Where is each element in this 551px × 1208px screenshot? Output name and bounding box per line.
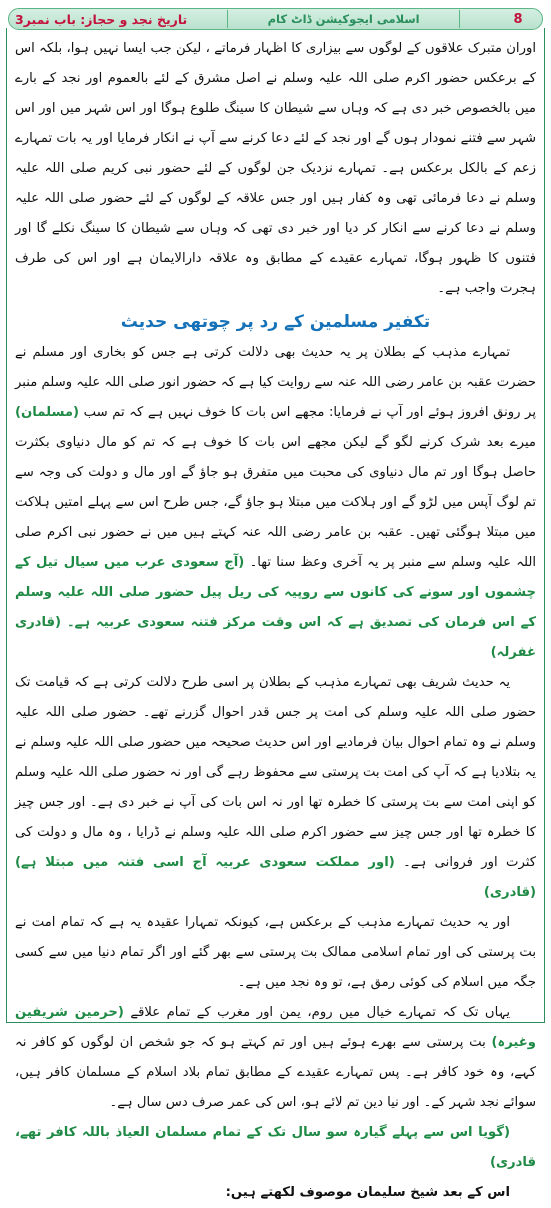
paragraph-1: اوران متبرک علاقوں کے لوگوں سے بیزاری کا اظہار فرماتے ، لیکن جب ایسا نہیں ہوا، بلکہ اس کے برعکس حضور اکرم صلی اللہ علیہ وسلم نے اصل مشرق کے لئے بالعموم اور نجد کے بارے میں بالخصوص خبر دی ہے کہ وہاں سے شیطان کا سینگ طلوع ہوگا اور اس شہر میں اور اس شہر سے فتنے نمودار ہوں گے اور نجد کے لئے دعا کرنے سے آپ نے انکار فرمایا اور یہ بات تمہارے زعم کے بالکل برعکس ہے۔ تمہارے نزدیک جن لوگوں کے لئے حضور نبی کریم صلی اللہ علیہ وسلم نے دعا فرمائی تھی وہ کفار ہیں اور جس علاقہ کے لوگوں کے لئے حضور صلی اللہ علیہ وسلم نے دعا کرنے سے انکار کر دیا اور خبر دی تھی کہ وہاں سے شیطان کا سینگ نکلے گا اور فتنوں کا ظہور ہوگا، تمہارے عقیدے کے مطابق وہ علاقہ دارالایمان ہے اور اس کی طرف ہجرت واجب ہے۔	[15, 41, 536, 296]
site-name: اسلامی ایجوکیشن ڈاٹ کام	[267, 12, 420, 26]
paragraph-2-text-a: تمہارے مذہب کے بطلان پر یہ حدیث بھی دلالت کرتی ہے جس کو بخاری اور مسلم نے حضرت عقبہ بن عامر رضی اللہ عنہ سے روایت کیا ہے کہ حضور انور صلی اللہ علیہ وسلم منبر پر رونق افروز ہوئے اور آپ نے فرمایا: مجھے اس بات کا خوف نہیں ہے کہ تم سب	[15, 345, 537, 420]
paragraph-7: اس کے بعد شیخ سلیمان موصوف لکھتے ہیں:	[225, 1185, 510, 1200]
note-muslims: (مسلمان)	[15, 405, 80, 420]
page-number: 8	[513, 11, 523, 27]
note-saudi-oil: (آج سعودی عرب میں سیال تیل کے چشموں اور سونے کی کانوں سے روپیہ کی ریل پیل حضور صلی اللہ علیہ وسلم کے اس فرمان کی تصدیق ہے کہ اس وقت مرکز فتنہ سعودی عربیہ ہے۔ (قادری غفرلہ)	[15, 555, 536, 660]
page-header	[8, 8, 543, 30]
note-saudi-fitna: (اور مملکت سعودی عربیہ آج اسی فتنہ میں مبتلا ہے) (قادری)	[15, 855, 536, 900]
document-body	[15, 34, 536, 1208]
paragraph-4: اور یہ حدیث تمہارے مذہب کے برعکس ہے، کیونکہ تمہارا عقیدہ یہ ہے کہ تمام امت نے بت پرستی کی اور تمام اسلامی ممالک بت پرستی سے بھر گئے اور اگر تمام دنیا میں سے کسی جگہ میں اسلام کی کوئی رمق ہے، تو وہ نجد میں ہے۔	[15, 915, 536, 990]
header-divider	[459, 10, 460, 28]
note-eleven-hundred-years: (گویا اس سے پہلے گیارہ سو سال تک کے تمام مسلمان العیاذ باللہ کافر تھے، قادری)	[15, 1125, 536, 1170]
paragraph-5-text-b: بت پرستی سے بھرے ہوئے ہیں اور تم کہتے ہو کہ جو شخص ان لوگوں کو کافر نہ کہے، وہ خود کافر ہے۔ پس تمہارے عقیدے کے مطابق تمام بلاد اسلام کے مسلمان کافر ہیں، سوائے نجد شہر کے۔ اور نیا دین تم لائے ہو، اس کی عمر صرف دس سال ہے۔	[15, 1035, 536, 1110]
chapter-title: تاریخ نجد و حجاز: باب نمبر3	[15, 11, 188, 27]
paragraph-3-text: یہ حدیث شریف بھی تمہارے مذہب کے بطلان پر اسی طرح دلالت کرتی ہے کہ قیامت تک حضور صلی اللہ علیہ وسلم کی امت پر جس قدر احوال گزرنے تھے۔ حضور صلی اللہ علیہ وسلم نے وہ تمام احوال بیان فرمادیے اور اس حدیث صحیحہ میں حضور صلی اللہ علیہ وسلم نے یہ بتلادیا ہے کہ آپ کی امت بت پرستی سے محفوظ رہے گی اور نہ حضور صلی اللہ علیہ وسلم کو اپنی امت سے بت پرستی کا خطرہ تھا اور نہ اس بات کی آپ نے خبر دی ہے۔ اور جس چیز کا خطرہ تھا اور جس چیز سے حضور اکرم صلی اللہ علیہ وسلم نے ڈرایا ، وہ مال و دولت کی کثرت اور فروانی ہے۔	[15, 675, 536, 870]
paragraph-3	[15, 668, 536, 908]
paragraph-2-text-b: میرے بعد شرک کرنے لگو گے لیکن مجھے اس بات کا خوف ہے کہ تم کو مال دنیاوی بکثرت حاصل ہوگا اور تم مال دنیاوی کی محبت میں متفرق ہو جاؤ گے اور مال و دولت کی وجہ سے تم لوگ آپس میں لڑو گے اور ہلاکت میں مبتلا ہو جاؤ گے، جس طرح اس سے پہلے امتیں ہلاکت میں مبتلا ہوگئی تھیں۔ عقبہ بن عامر رضی اللہ عنہ کہتے ہیں میں نے حضور نبی اکرم صلی اللہ علیہ وسلم سے منبر پر یہ آخری وعظ سنا تھا۔	[15, 435, 537, 570]
paragraph-5	[15, 998, 536, 1118]
paragraph-5-text-a: یہاں تک کہ تمہارے خیال میں روم، یمن اور مغرب کے تمام علاقے	[130, 1005, 510, 1020]
paragraph-2	[15, 338, 536, 668]
note-haramain: (حرمین شریفین وغیرہ)	[15, 1005, 536, 1050]
header-divider	[227, 10, 228, 28]
section-heading: تکفیر مسلمین کے رد پر چوتھی حدیث	[120, 312, 431, 332]
content-frame	[6, 28, 545, 1200]
